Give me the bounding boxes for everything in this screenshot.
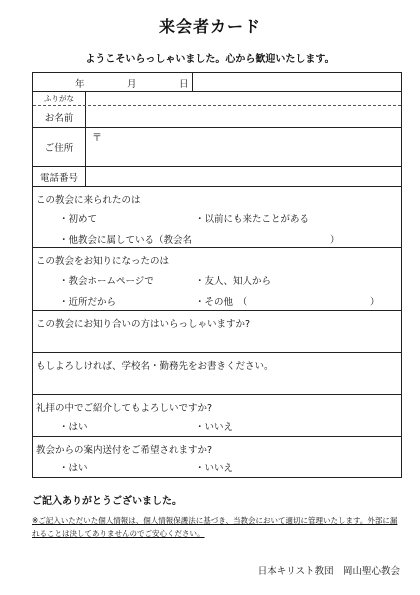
question-acquaintance[interactable] (33, 311, 401, 353)
address-field[interactable] (86, 128, 401, 166)
day-label: 日 (179, 79, 189, 90)
introduce-no[interactable]: ・いいえ (195, 422, 234, 433)
option-nearby[interactable]: ・近所だから (59, 297, 117, 308)
furigana-row (33, 92, 401, 106)
question-mailing-label: 教会からの案内送付をご希望されますか? (36, 445, 213, 456)
phone-label: 電話番号 (33, 167, 86, 186)
thanks-message: ご記入ありがとうございました。 (32, 496, 182, 507)
option-website[interactable]: ・教会ホームページで (59, 276, 154, 287)
question-school-work-label: もしよろしければ、学校名・勤務先をお書きください。 (36, 361, 274, 372)
organization-name: 日本キリスト教団 岡山聖心教会 (257, 566, 400, 577)
postal-mark: 〒 (92, 133, 102, 144)
furigana-field[interactable] (86, 92, 401, 105)
page-title: 来会者カード (158, 17, 261, 36)
privacy-notice: ※ご記入いただいた個人情報は、個人情報保護法に基づき、当教会において適切に管理いたします。外部に漏れることは決してありませんのでご安心ください。 (32, 516, 398, 538)
question-mailing (33, 437, 401, 477)
option-other[interactable]: ・その他 （ (195, 297, 248, 308)
furigana-label: ふりがな (33, 92, 86, 105)
mailing-no[interactable]: ・いいえ (195, 463, 234, 474)
mailing-yes[interactable]: ・はい (59, 463, 88, 474)
question-introduce-label: 礼拝の中でご紹介してもよろしいですか? (36, 403, 213, 414)
other-close-paren: ） (370, 297, 380, 308)
option-first-time[interactable]: ・初めて (59, 214, 98, 225)
name-label: お名前 (33, 106, 86, 127)
name-field[interactable] (86, 106, 401, 127)
option-friend[interactable]: ・友人、知人から (195, 276, 272, 287)
name-row (33, 106, 401, 128)
question-visit (33, 187, 401, 248)
phone-row (33, 167, 401, 187)
welcome-message: ようこそいらっしゃいました。心から歓迎いたします。 (85, 54, 335, 65)
introduce-yes[interactable]: ・はい (59, 422, 88, 433)
address-label: ご住所 (33, 128, 86, 166)
phone-field[interactable] (86, 167, 401, 186)
question-how-known (33, 248, 401, 311)
option-visited-before[interactable]: ・以前にも来たことがある (195, 214, 310, 225)
address-row (33, 128, 401, 167)
question-introduce (33, 395, 401, 437)
year-label: 年 (75, 79, 85, 90)
month-label: 月 (127, 79, 137, 90)
visitor-card-form (32, 72, 402, 478)
question-acquaintance-label: この教会にお知り合いの方はいらっしゃいますか? (36, 319, 251, 330)
date-row (33, 73, 401, 92)
question-school-work[interactable] (33, 353, 401, 395)
other-church-close-paren: ） (330, 235, 340, 246)
question-how-known-label: この教会をお知りになったのは (36, 256, 170, 267)
date-field[interactable] (33, 73, 193, 91)
question-visit-label: この教会に来られたのは (36, 195, 141, 206)
option-other-church[interactable]: ・他教会に属している（教会名 (59, 235, 193, 246)
